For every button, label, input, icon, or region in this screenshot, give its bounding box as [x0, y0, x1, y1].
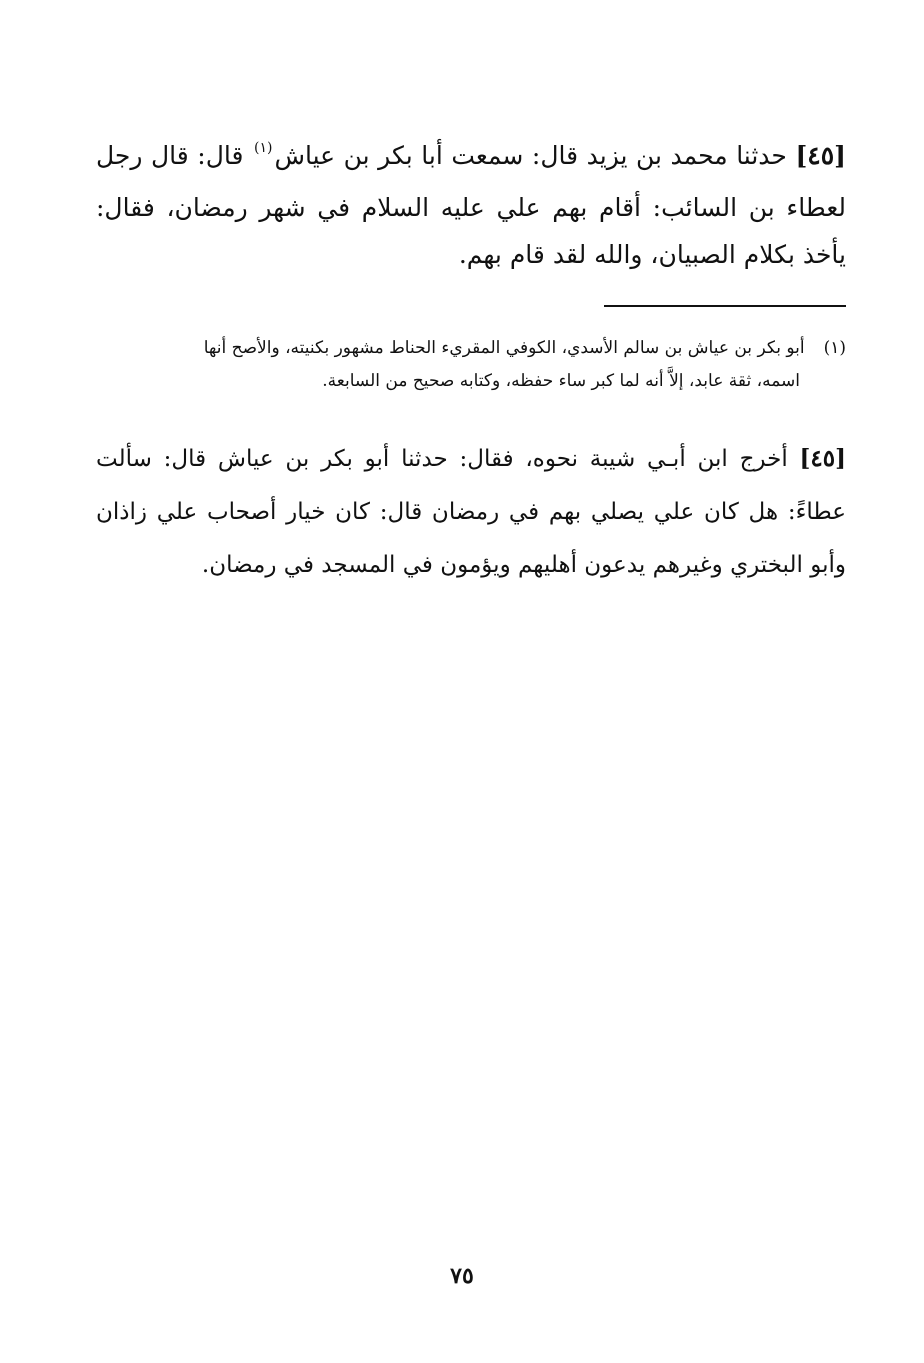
footnote-reference: (١)	[254, 140, 273, 156]
takhrij-number: [٤٥]	[799, 445, 846, 472]
footnote-marker: (١)	[823, 338, 846, 358]
hadith-text	[96, 132, 846, 278]
takhrij-body: أخرج ابن أبـي شيبة نحوه، فقال: حدثنا أبو بكر بن عياش قال: سألت عطاءً: هل كان علي يصلي بهم في رمضان قال: كان خيار أصحاب علي زاذان وأبو البختري وغيرهم يدعون أهليهم ويؤمون في المسجد في رمضان.	[96, 446, 846, 578]
footnote-line-1-text: أبو بكر بن عياش بن سالم الأسدي، الكوفي المقريء الحناط مشهور بكنيته، والأصح أنها	[203, 338, 805, 358]
footnote	[96, 332, 846, 398]
hadith-text-part-1: حدثنا محمد بن يزيد قال: سمعت أبا بكر بن عياش	[274, 141, 787, 170]
page-number: ٧٥	[450, 1263, 474, 1289]
takhrij-text	[96, 432, 846, 592]
hadith-text-part-2: قال: قال رجل لعطاء بن السائب: أقام بهم علي عليه السلام في شهر رمضان، فقال: يأخذ بكلام الصبيان، والله لقد قام بهم.	[96, 141, 846, 269]
footnote-line-2: اسمه، ثقة عابد، إلاَّ أنه لما كبر ساء حفظه، وكتابه صحيح من السابعة.	[322, 371, 800, 391]
footnote-divider	[604, 305, 846, 307]
hadith-number: [٤٥]	[795, 141, 846, 170]
footnote-line-1	[96, 332, 846, 365]
